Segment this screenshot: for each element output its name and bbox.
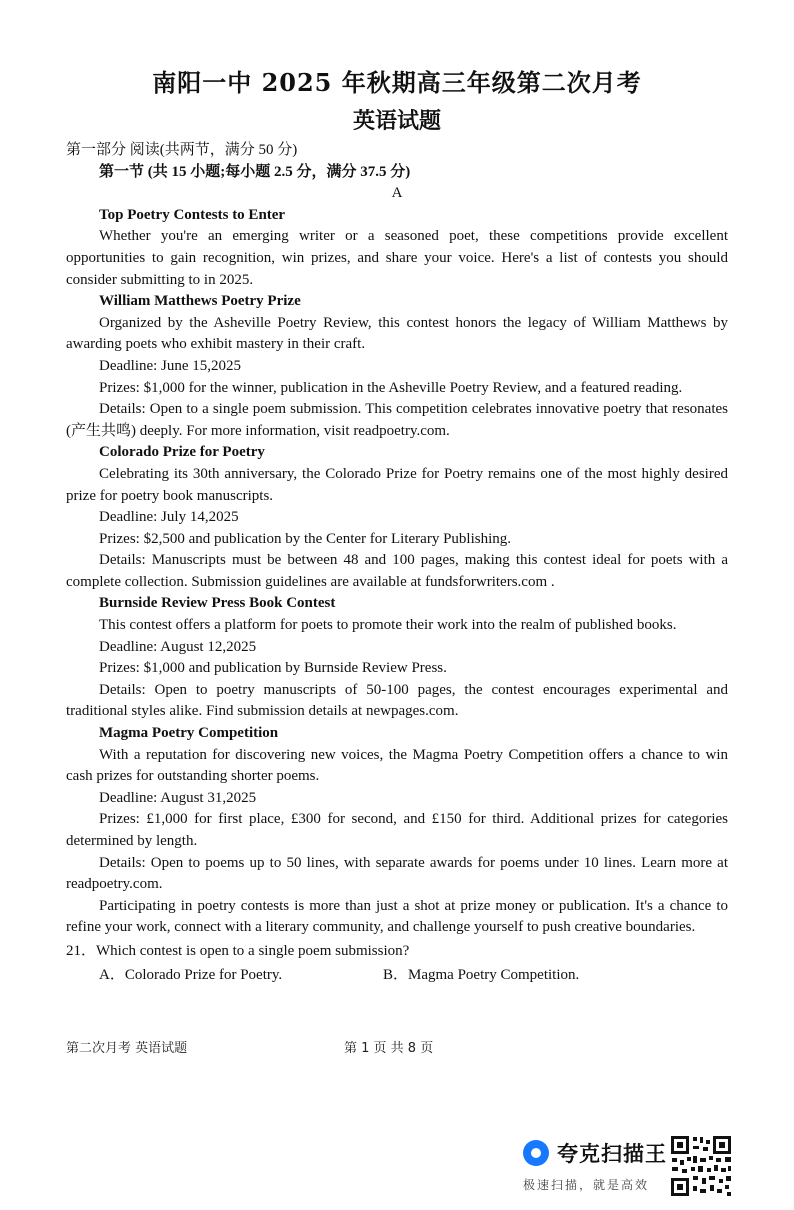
scanner-watermark [523, 1134, 733, 1198]
passage-conclusion: Participating in poetry contests is more than just a shot at prize money or publication. It's a chance to refine your work, connect with a literary community, and challenge yourself to push creative boundaries. [66, 897, 728, 936]
contest-deadline: Deadline: June 15,2025 [99, 357, 242, 374]
contest-name: Burnside Review Press Book Contest [99, 595, 336, 612]
exam-subject: 英语试题 [352, 108, 441, 134]
contest-details: Details: Manuscripts must be between 48 and 100 pages, making this contest ideal for poets with a complete collection. Submission guidelines are available at fundsforwriters.com . [66, 552, 728, 590]
question-21-options [99, 963, 728, 987]
contest-prizes: Prizes: $1,000 and publication by Burnside Review Press. [99, 660, 447, 677]
contest-name: Colorado Prize for Poetry [99, 444, 265, 461]
question-21-stem: 21．Which contest is open to a single poem submission? [66, 942, 410, 959]
contest-deadline: Deadline: July 14,2025 [99, 509, 239, 526]
exam-page [66, 66, 728, 987]
contest-name: William Matthews Poetry Prize [99, 293, 301, 310]
passage-intro: Whether you're an emerging writer or a seasoned poet, these competitions provide excellent opportunities to gain recognition, win prizes, and share your voice. Here's a list of contests you should consider submitting to in 2025. [66, 228, 728, 288]
option-b[interactable]: B．Magma Poetry Competition. [383, 966, 580, 983]
contest-deadline: Deadline: August 12,2025 [99, 638, 257, 655]
contest-1 [66, 291, 728, 442]
quark-logo-icon [523, 1140, 549, 1166]
passage-label: A [391, 185, 403, 202]
contest-2 [66, 442, 728, 593]
watermark-slogan: 极速扫描，就是高效 [523, 1178, 650, 1192]
option-a[interactable]: A．Colorado Prize for Poetry. [99, 966, 283, 983]
contest-name: Magma Poetry Competition [99, 725, 279, 742]
contest-description: This contest offers a platform for poets to promote their work into the realm of published books. [99, 617, 677, 634]
exam-title: 南阳一中 2025 年秋期高三年级第二次月考 [152, 68, 642, 97]
contest-description: With a reputation for discovering new voices, the Magma Poetry Competition offers a chance to win cash prizes for outstanding shorter poems. [66, 746, 728, 785]
contest-description: Organized by the Asheville Poetry Review, this contest honors the legacy of William Matthews by awarding poets who exhibit mastery in their craft. [66, 314, 728, 353]
qr-code-icon [669, 1134, 733, 1198]
contest-description: Celebrating its 30th anniversary, the Colorado Prize for Poetry remains one of the most highly desired prize for poetry book manuscripts. [66, 465, 728, 504]
contest-prizes: Prizes: $1,000 for the winner, publication in the Asheville Poetry Review, and a featured reading. [99, 379, 683, 396]
contest-prizes: Prizes: $2,500 and publication by the Center for Literary Publishing. [99, 530, 512, 547]
contest-details: Details: Open to poems up to 50 lines, with separate awards for poems under 10 lines. Learn more at readpoetry.com. [66, 854, 728, 893]
section-heading: 第一节 (共 15 小题;每小题 2.5 分，满分 37.5 分) [99, 163, 411, 180]
contest-4 [66, 723, 728, 896]
contest-prizes: Prizes: £1,000 for first place, £300 for second, and £150 for third. Additional prizes for categories determined by length. [66, 811, 728, 849]
watermark-app-name: 夸克扫描王 [557, 1142, 667, 1166]
passage-title: Top Poetry Contests to Enter [99, 206, 286, 223]
footer-exam-name: 第二次月考 英语试题 [66, 1041, 188, 1056]
contest-details: Details: Open to poetry manuscripts of 50-100 pages, the contest encourages experimental and traditional styles alike. Find submission details at newpages.com. [66, 681, 728, 720]
contest-details: Details: Open to a single poem submission. This competition celebrates innovative poetry that resonates (产生共鸣) deeply. For more information, visit readpoetry.com. [66, 401, 728, 439]
footer-page-number: 第 1 页 共 8 页 [344, 1041, 434, 1056]
part-heading: 第一部分 阅读(共两节，满分 50 分) [66, 142, 298, 158]
contest-deadline: Deadline: August 31,2025 [99, 789, 257, 806]
contest-3 [66, 593, 728, 723]
